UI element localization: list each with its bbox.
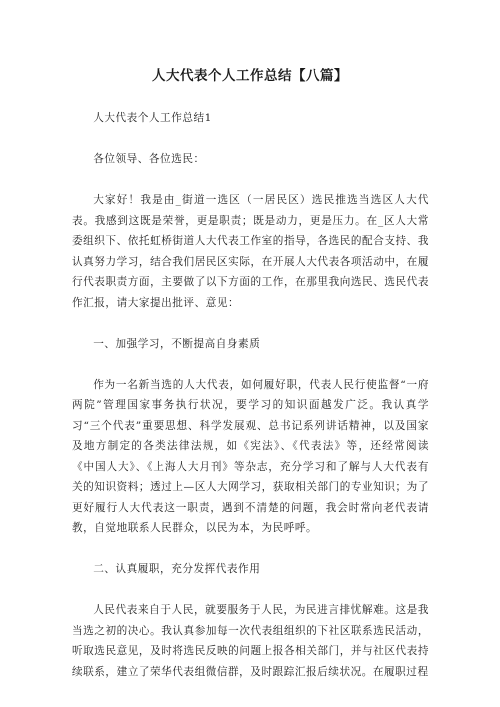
subheading-study: 一、加强学习，不断提高自身素质	[93, 337, 261, 350]
duty-paragraph: 人民代表来自于人民，就要服务于人民，为民进言排忧解难。这是我当选之初的决心。我认真参加每一次代表组组织的下社区联系选民活动，听取选民意见，及时将选民反映的问题上报各相关部门，并与社区代表持续联系，建立了荣华代表组微信群，及时跟踪汇报后续状况。在履职过程	[72, 604, 429, 678]
subheading-duty: 二、认真履职，充分发挥代表作用	[93, 563, 261, 575]
intro-paragraph: 大家好！我是由_街道一选区（一居民区）选民推选当选区人大代表。我感到这既是荣誉，更是职责；既是动力，更是压力。在_区人大常委组织下、依托虹桥街道人大代表工作室的指导，各选民的配合支持、我认真努力学习，结合我们居民区实际，在开展人大代表各项活动中，在履行代表职责方面，主要做了以下方面的工作，在那里我向选民、选民代表作汇报，请大家提出批评、意见：	[72, 194, 429, 309]
document-body	[72, 108, 429, 682]
study-paragraph: 作为一名新当选的人大代表，如何履好职，代表人民行使监督“一府两院”管理国家事务执行状况，要学习的知识面越发广泛。我认真学习“三个代表”重要思想、科学发展观、总书记系列讲话精神，以及国家及地方制定的各类法律法规，如《宪法》、《代表法》等，还经常阅读《中国人大》、《上海人大月刊》等杂志，充分学习和了解与人大代表有关的知识资料；透过上—区人大网学习，获取相关部门的专业知识；为了更好履行人大代表这一职责，遇到不清楚的问题，我会时常向老代表请教，自觉地联系人民群众，以民为本，为民呼呼。	[72, 378, 429, 534]
salutation: 各位领导、各位选民：	[93, 153, 205, 165]
page-title: 人大代表个人工作总结【八篇】	[152, 68, 348, 84]
section-heading: 人大代表个人工作总结1	[93, 112, 212, 124]
